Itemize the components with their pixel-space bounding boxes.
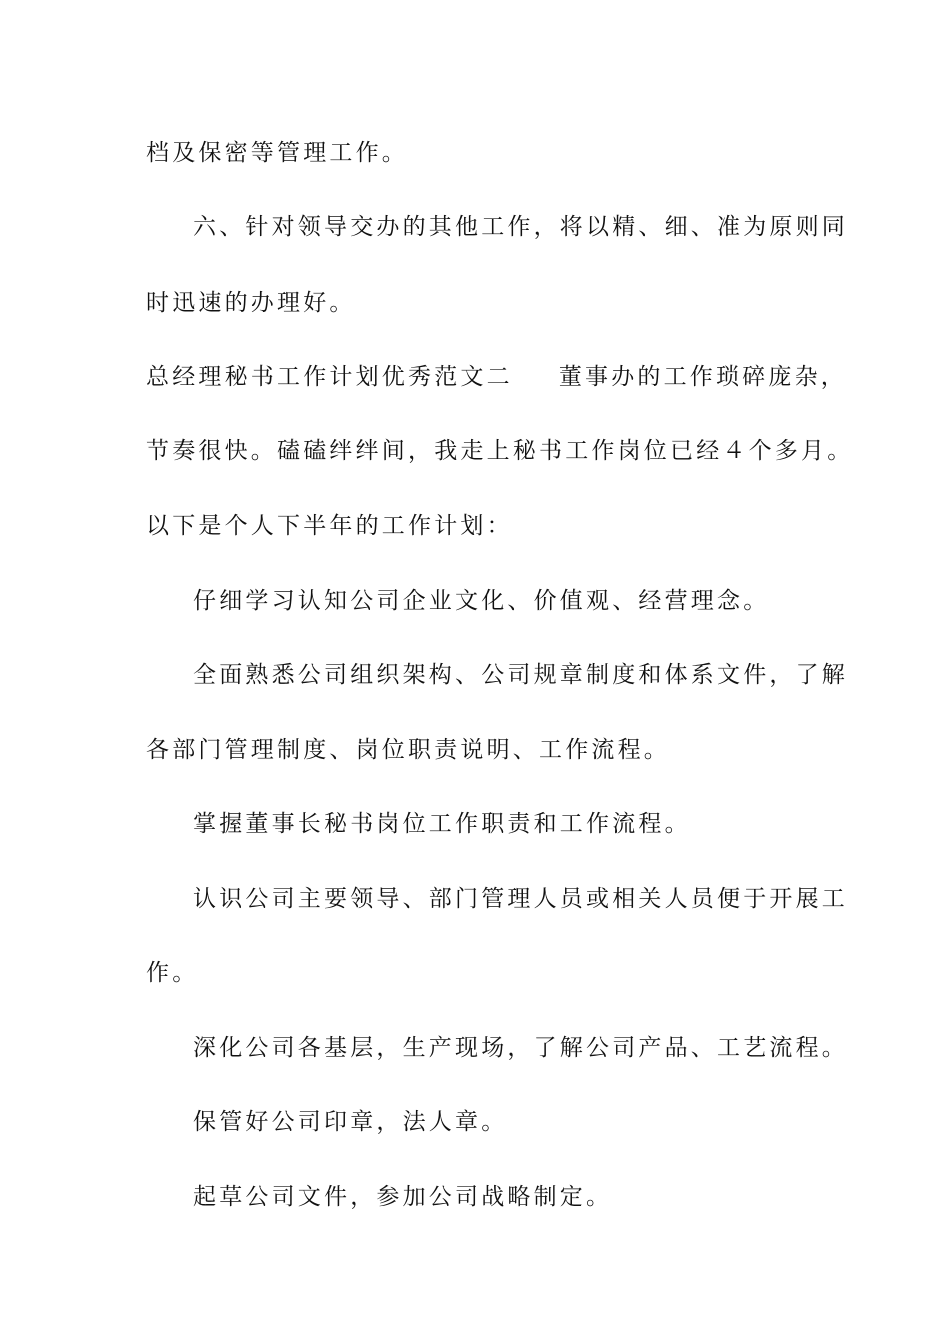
text-line: 全面熟悉公司组织架构、公司规章制度和体系文件，了解: [193, 662, 848, 688]
section-title: 总经理秘书工作计划优秀范文二: [146, 364, 513, 390]
text-line: 掌握董事长秘书岗位工作职责和工作流程。: [193, 811, 691, 837]
text-line: 档及保密等管理工作。: [146, 140, 408, 166]
text-line: 深化公司各基层，生产现场，了解公司产品、工艺流程。: [193, 1035, 848, 1061]
text-line: 以下是个人下半年的工作计划：: [146, 513, 513, 539]
text-line-composite: [146, 362, 848, 392]
text-line: 保管好公司印章，法人章。: [193, 1109, 508, 1135]
text-line: 作。: [146, 960, 199, 986]
text-line: 六、针对领导交办的其他工作，将以精、细、准为原则同: [193, 214, 848, 240]
text-line: 起草公司文件，参加公司战略制定。: [193, 1184, 613, 1210]
text-line: 节奏很快。磕磕绊绊间，我走上秘书工作岗位已经４个多月。: [146, 438, 854, 464]
text-line: 时迅速的办理好。: [146, 290, 356, 316]
text-line: 认识公司主要领导、部门管理人员或相关人员便于开展工: [193, 886, 848, 912]
text-line: 各部门管理制度、岗位职责说明、工作流程。: [146, 737, 670, 763]
paragraph-start: 董事办的工作琐碎庞杂，: [558, 364, 848, 390]
text-line: 仔细学习认知公司企业文化、价值观、经营理念。: [193, 588, 770, 614]
